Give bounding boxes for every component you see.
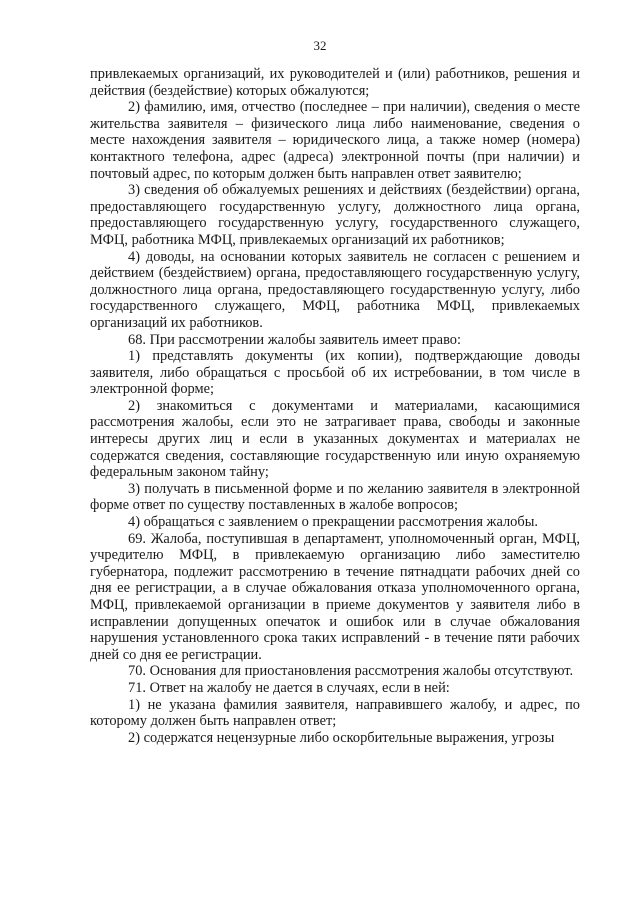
paragraph: привлекаемых организаций, их руководителей и (или) работников, решения и действия (бездействие) которых обжалуются; <box>90 66 580 99</box>
paragraph: 2) знакомиться с документами и материалами, касающимися рассмотрения жалобы, если это не затрагивает права, свободы и законные интересы других лиц и если в указанных документах и материалах не содержатся сведения, составляющие государственную или иную охраняемую федеральным законом тайну; <box>90 397 580 481</box>
paragraph: 68. При рассмотрении жалобы заявитель имеет право: <box>128 331 461 348</box>
paragraph: 70. Основания для приостановления рассмотрения жалобы отсутствуют. <box>128 663 574 680</box>
paragraph: 71. Ответ на жалобу не дается в случаях, если в ней: <box>128 679 450 696</box>
paragraph: 3) сведения об обжалуемых решениях и действиях (бездействии) органа, предоставляющего государственную услугу, должностного лица органа, предоставляющего государственную услугу, государственного служащего, МФЦ, работника МФЦ, привлекаемых организаций их работников; <box>90 182 580 248</box>
paragraph: 1) не указана фамилия заявителя, направившего жалобу, и адрес, по которому должен быть направлен ответ; <box>90 696 580 730</box>
paragraph: 3) получать в письменной форме и по желанию заявителя в электронной форме ответ по существу поставленных в жалобе вопросов; <box>90 480 580 514</box>
paragraph: 4) доводы, на основании которых заявитель не согласен с решением и действием (бездействием) органа, предоставляющего государственную услугу, должностного лица органа, предоставляющего государственную услугу, либо государственного служащего, МФЦ, работника МФЦ, привлекаемых организаций их работников. <box>90 248 580 331</box>
paragraph: 4) обращаться с заявлением о прекращении рассмотрения жалобы. <box>128 514 538 531</box>
paragraph: 69. Жалоба, поступившая в департамент, уполномоченный орган, МФЦ, учредителю МФЦ, в привлекаемую организацию либо заместителю губернатора, подлежит рассмотрению в течение пятнадцати рабочих дней со дня ее регистрации, а в случае обжалования отказа уполномоченного органа, МФЦ, привлекаемой организации в приеме документов у заявителя либо в исправлении допущенных опечаток и ошибок или в случае обжалования нарушения установленного срока таких исправлений - в течение пяти рабочих дней со дня ее регистрации. <box>90 530 580 663</box>
paragraph: 1) представлять документы (их копии), подтверждающие доводы заявителя, либо обращаться с просьбой об их истребовании, в том числе в электронной форме; <box>90 348 580 398</box>
paragraph: 2) содержатся нецензурные либо оскорбительные выражения, угрозы <box>128 729 555 746</box>
paragraph: 2) фамилию, имя, отчество (последнее – при наличии), сведения о месте жительства заявителя – физического лица либо наименование, сведения о месте нахождения заявителя – юридического лица, а также номер (номера) контактного телефона, адрес (адреса) электронной почты (при наличии) и почтовый адрес, по которым должен быть направлен ответ заявителю; <box>90 99 580 182</box>
document-body <box>90 66 580 746</box>
page-number: 32 <box>313 38 327 53</box>
